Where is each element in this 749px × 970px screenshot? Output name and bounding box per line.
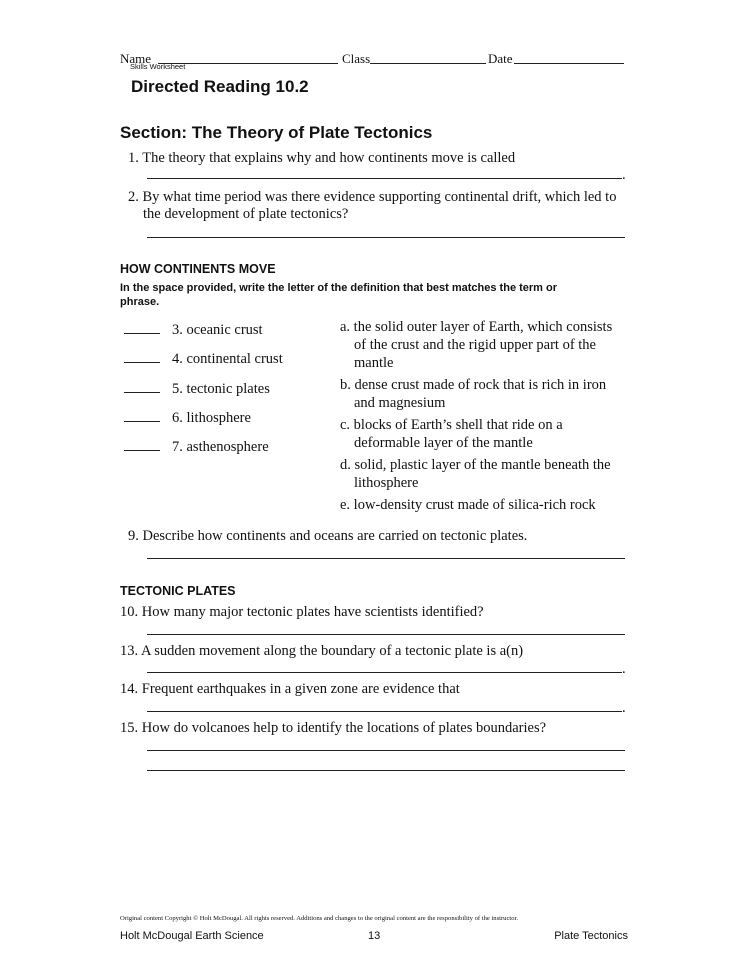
definition-d-cont: lithosphere (354, 475, 419, 491)
term: 3. oceanic crust (172, 322, 263, 338)
answer-line-9[interactable] (147, 558, 625, 559)
class-field[interactable] (370, 63, 486, 64)
answer-blank[interactable] (124, 350, 160, 363)
tectonic-plates-heading: TECTONIC PLATES (120, 584, 236, 598)
question-14: 14. Frequent earthquakes in a given zone are evidence that (120, 681, 460, 697)
worksheet-title: Directed Reading 10.2 (131, 77, 309, 96)
match-item-7 (124, 438, 269, 456)
section-title: Section: The Theory of Plate Tectonics (120, 123, 433, 142)
footer-chapter: Plate Tectonics (554, 930, 628, 942)
how-continents-move-heading: HOW CONTINENTS MOVE (120, 262, 276, 276)
match-item-4 (124, 350, 283, 368)
answer-blank[interactable] (124, 380, 160, 393)
answer-line-15b[interactable] (147, 770, 625, 771)
question-10: 10. How many major tectonic plates have scientists identified? (120, 604, 484, 620)
definition-a-cont: mantle (354, 355, 394, 371)
definition-a-cont: of the crust and the rigid upper part of the (354, 337, 596, 353)
term: 6. lithosphere (172, 410, 251, 426)
answer-line-13[interactable] (147, 672, 622, 673)
question-1: 1. The theory that explains why and how continents move is called (128, 150, 516, 166)
answer-line-15a[interactable] (147, 750, 625, 751)
period: . (622, 700, 626, 716)
definition-e: e. low-density crust made of silica-rich rock (340, 497, 596, 513)
class-label: Class (342, 51, 371, 66)
worksheet-type: Skills Worksheet (130, 62, 186, 71)
name-label: Name (120, 51, 152, 66)
match-item-6 (124, 409, 251, 427)
question-15: 15. How do volcanoes help to identify the locations of plates boundaries? (120, 720, 547, 736)
answer-blank[interactable] (124, 321, 160, 334)
answer-blank[interactable] (124, 438, 160, 451)
match-item-3 (124, 321, 263, 339)
match-item-5 (124, 380, 270, 398)
answer-line-2[interactable] (147, 237, 625, 238)
question-2-cont: the development of plate tectonics? (143, 206, 349, 222)
instructions-cont: phrase. (120, 296, 160, 308)
date-field[interactable] (514, 63, 624, 64)
period: . (622, 167, 626, 183)
definition-b-cont: and magnesium (354, 395, 446, 411)
footer-book: Holt McDougal Earth Science (120, 930, 264, 942)
definition-b: b. dense crust made of rock that is rich in iron (340, 377, 607, 393)
period: . (622, 661, 626, 677)
copyright-notice: Original content Copyright © Holt McDougal. All rights reserved. Additions and changes to the original content are the responsibility of the instructor. (120, 915, 518, 922)
instructions: In the space provided, write the letter of the definition that best matches the term or (120, 282, 558, 294)
question-9: 9. Describe how continents and oceans are carried on tectonic plates. (128, 528, 528, 544)
term: 5. tectonic plates (172, 381, 270, 397)
term: 7. asthenosphere (172, 439, 269, 455)
definition-a: a. the solid outer layer of Earth, which consists (340, 319, 613, 335)
definition-c: c. blocks of Earth’s shell that ride on a (340, 417, 563, 433)
question-13: 13. A sudden movement along the boundary of a tectonic plate is a(n) (120, 643, 524, 659)
question-2: 2. By what time period was there evidence supporting continental drift, which led to (128, 189, 617, 205)
answer-line-14[interactable] (147, 711, 622, 712)
definition-d: d. solid, plastic layer of the mantle beneath the (340, 457, 611, 473)
answer-blank[interactable] (124, 409, 160, 422)
definition-c-cont: deformable layer of the mantle (354, 435, 533, 451)
answer-line-10[interactable] (147, 634, 625, 635)
term: 4. continental crust (172, 351, 283, 367)
date-label: Date (488, 51, 513, 66)
answer-line-1[interactable] (147, 178, 622, 179)
footer-page-number: 13 (368, 930, 381, 942)
